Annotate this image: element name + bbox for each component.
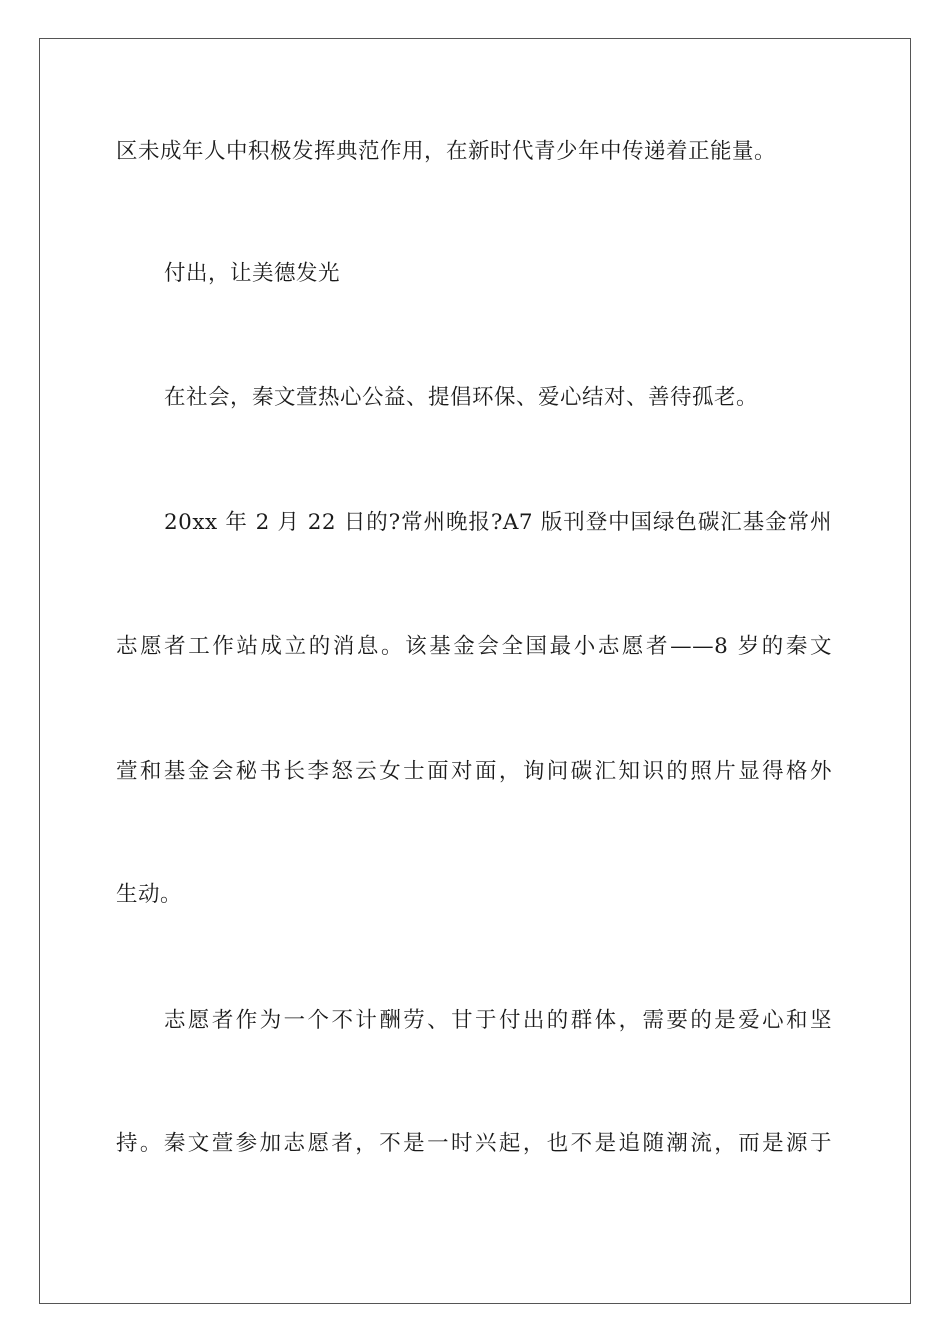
- page-border: [39, 38, 911, 1304]
- paragraph-line: 区未成年人中积极发挥典范作用，在新时代青少年中传递着正能量。: [116, 139, 777, 164]
- paragraph-line: 20xx 年 2 月 22 日的?常州晚报?A7 版刊登中国绿色碳汇基金常州: [164, 510, 832, 535]
- section-heading: 付出，让美德发光: [164, 261, 341, 286]
- paragraph-line: 持。秦文萱参加志愿者，不是一时兴起，也不是追随潮流，而是源于: [116, 1131, 832, 1156]
- paragraph-line: 在社会，秦文萱热心公益、提倡环保、爱心结对、善待孤老。: [164, 385, 759, 410]
- paragraph-line: 志愿者工作站成立的消息。该基金会全国最小志愿者——8 岁的秦文: [116, 634, 832, 659]
- paragraph-line: 生动。: [116, 882, 183, 907]
- paragraph-line: 萱和基金会秘书长李怒云女士面对面，询问碳汇知识的照片显得格外: [116, 759, 832, 784]
- paragraph-line: 志愿者作为一个不计酬劳、甘于付出的群体，需要的是爱心和坚: [164, 1008, 832, 1033]
